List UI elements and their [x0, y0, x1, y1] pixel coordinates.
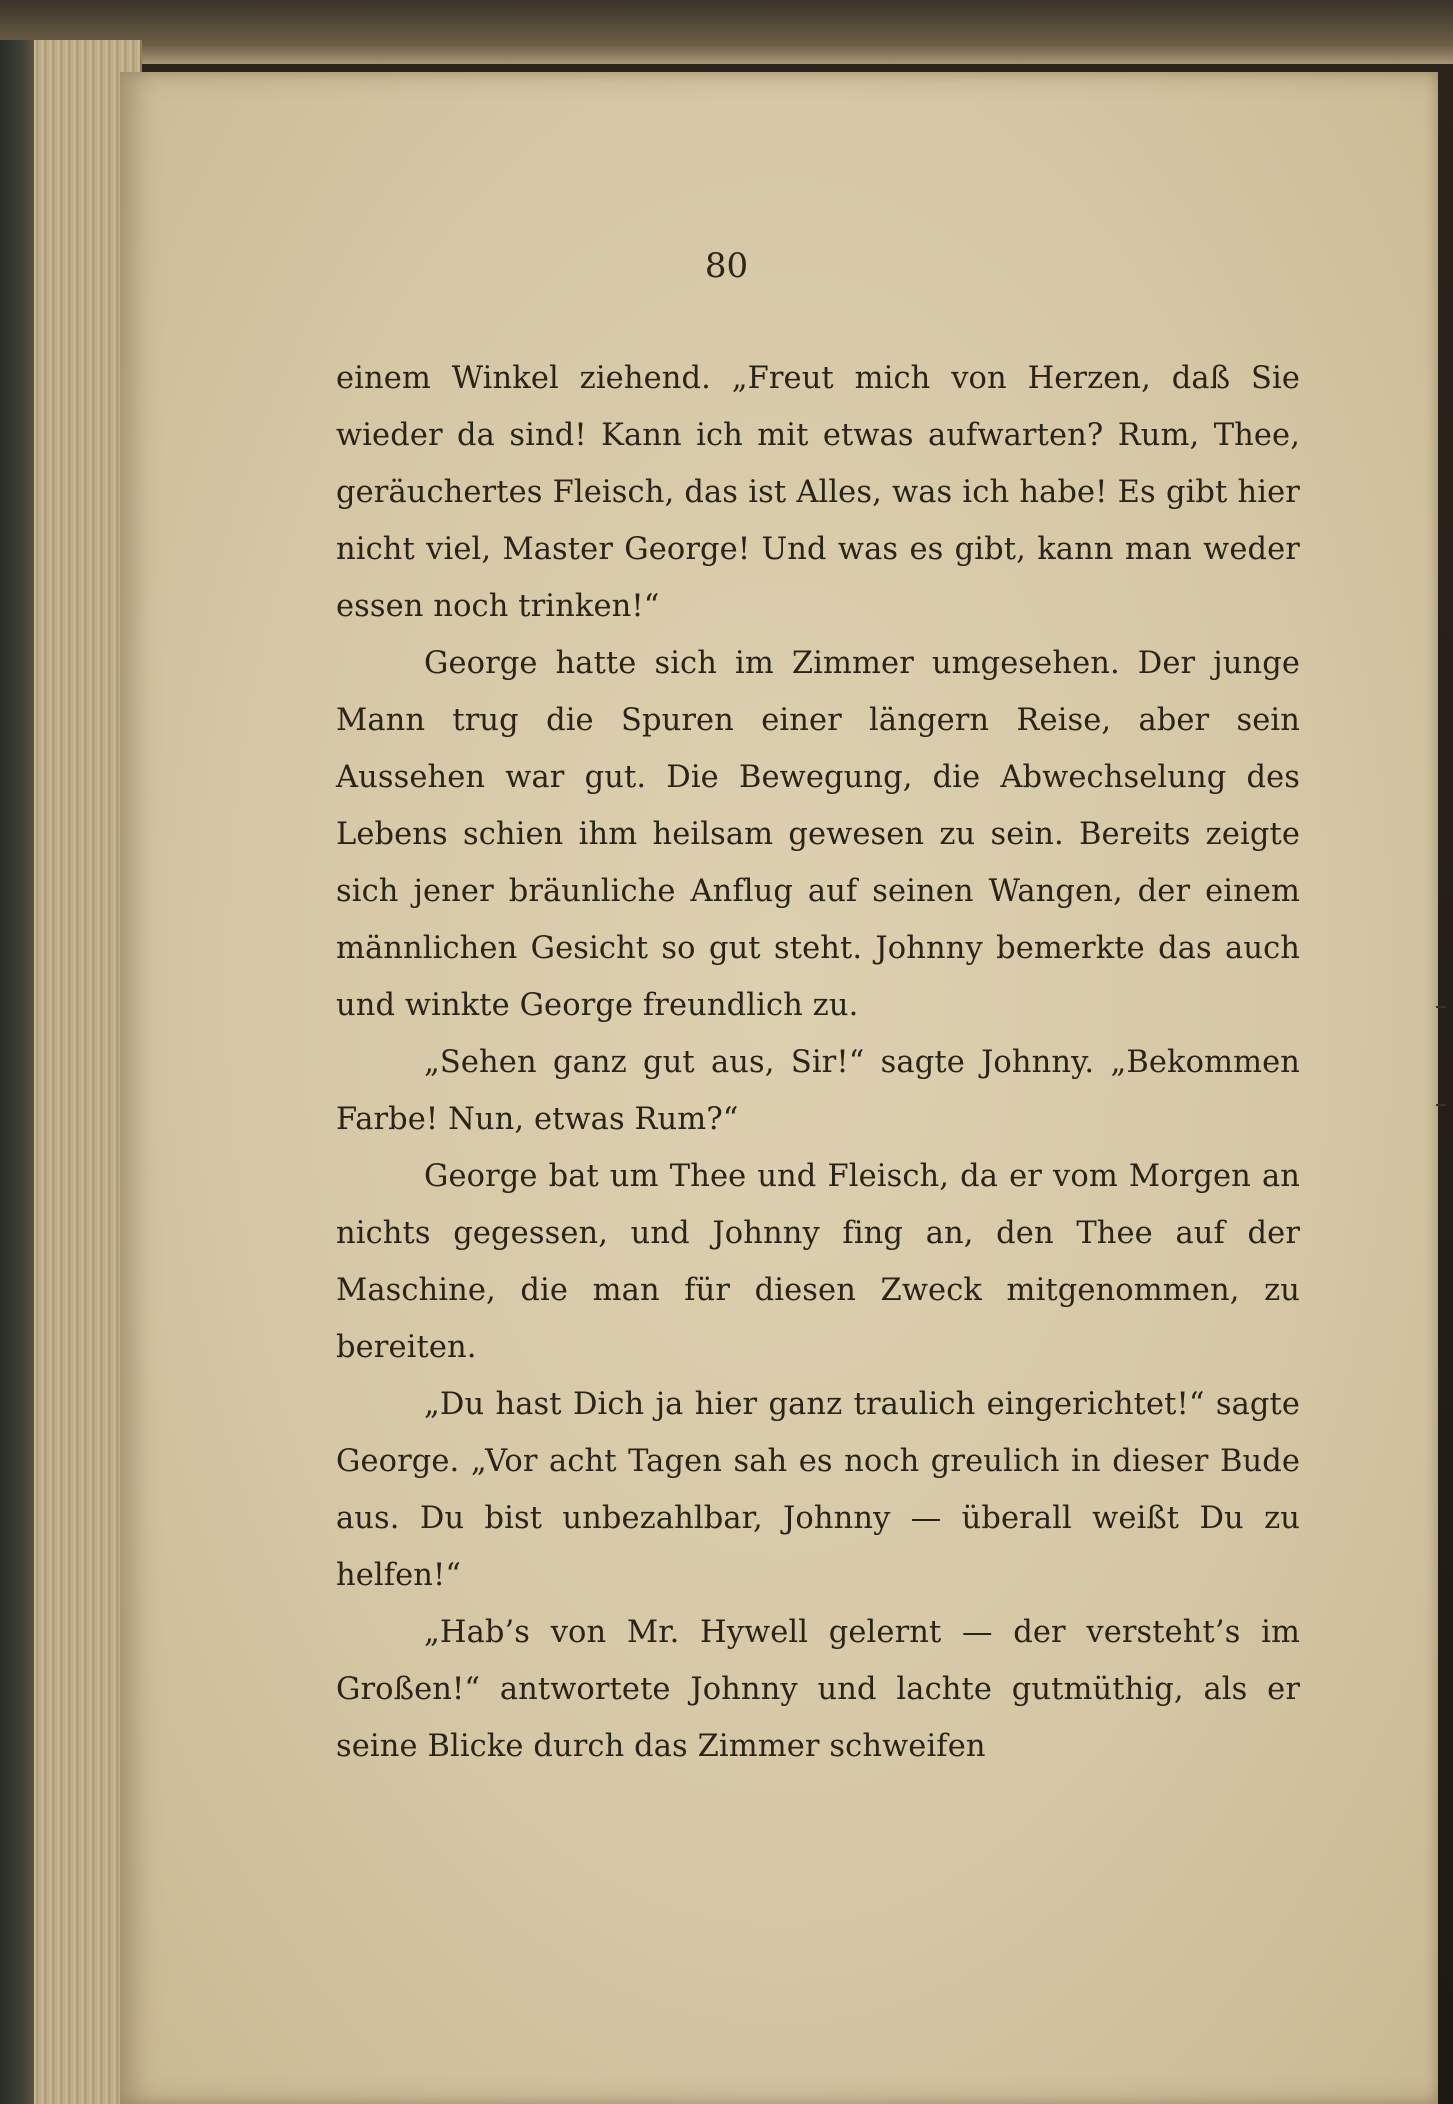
paragraph-5: „Du hast Dich ja hier ganz traulich eingerichtet!“ sagte George. „Vor acht Tagen sah es noch greulich in dieser Bude aus. Du bist unbezahlbar, Johnny — überall weißt Du zu helfen!“: [336, 1387, 1300, 1593]
body-text: [336, 350, 1300, 1775]
paragraph-3: „Sehen ganz gut aus, Sir!“ sagte Johnny. „Bekommen Farbe! Nun, etwas Rum?“: [336, 1045, 1300, 1137]
paragraph-1: einem Winkel ziehend. „Freut mich von Herzen, daß Sie wieder da sind! Kann ich mit etwas aufwarten? Rum, Thee, geräuchertes Fleisch, das ist Alles, was ich habe! Es gibt hier nicht viel, Master George! Und was es gibt, kann man weder essen noch trinken!“: [336, 361, 1300, 624]
book-cover-top-edge: [0, 0, 1453, 64]
page-number: 80: [704, 246, 749, 286]
margin-mark: [1436, 1006, 1446, 1008]
book-spine-edge: [0, 40, 34, 2104]
paragraph-2: George hatte sich im Zimmer umgesehen. Der junge Mann trug die Spuren einer längern Reise, aber sein Aussehen war gut. Die Bewegung, die Abwechselung des Lebens schien ihm heilsam gewesen zu sein. Bereits zeigte sich jener bräunliche Anflug auf seinen Wangen, der einem männlichen Gesicht so gut steht. Johnny bemerkte das auch und winkte George freundlich zu.: [336, 646, 1300, 1023]
paragraph-4: George bat um Thee und Fleisch, da er vom Morgen an nichts gegessen, und Johnny fing an, den Thee auf der Maschine, die man für diesen Zweck mitgenommen, zu bereiten.: [336, 1159, 1300, 1365]
paragraph-6: „Hab’s von Mr. Hywell gelernt — der versteht’s im Großen!“ antwortete Johnny und lachte gutmüthig, als er seine Blicke durch das Zimmer schweifen: [336, 1615, 1300, 1764]
margin-mark: [1436, 1104, 1446, 1106]
